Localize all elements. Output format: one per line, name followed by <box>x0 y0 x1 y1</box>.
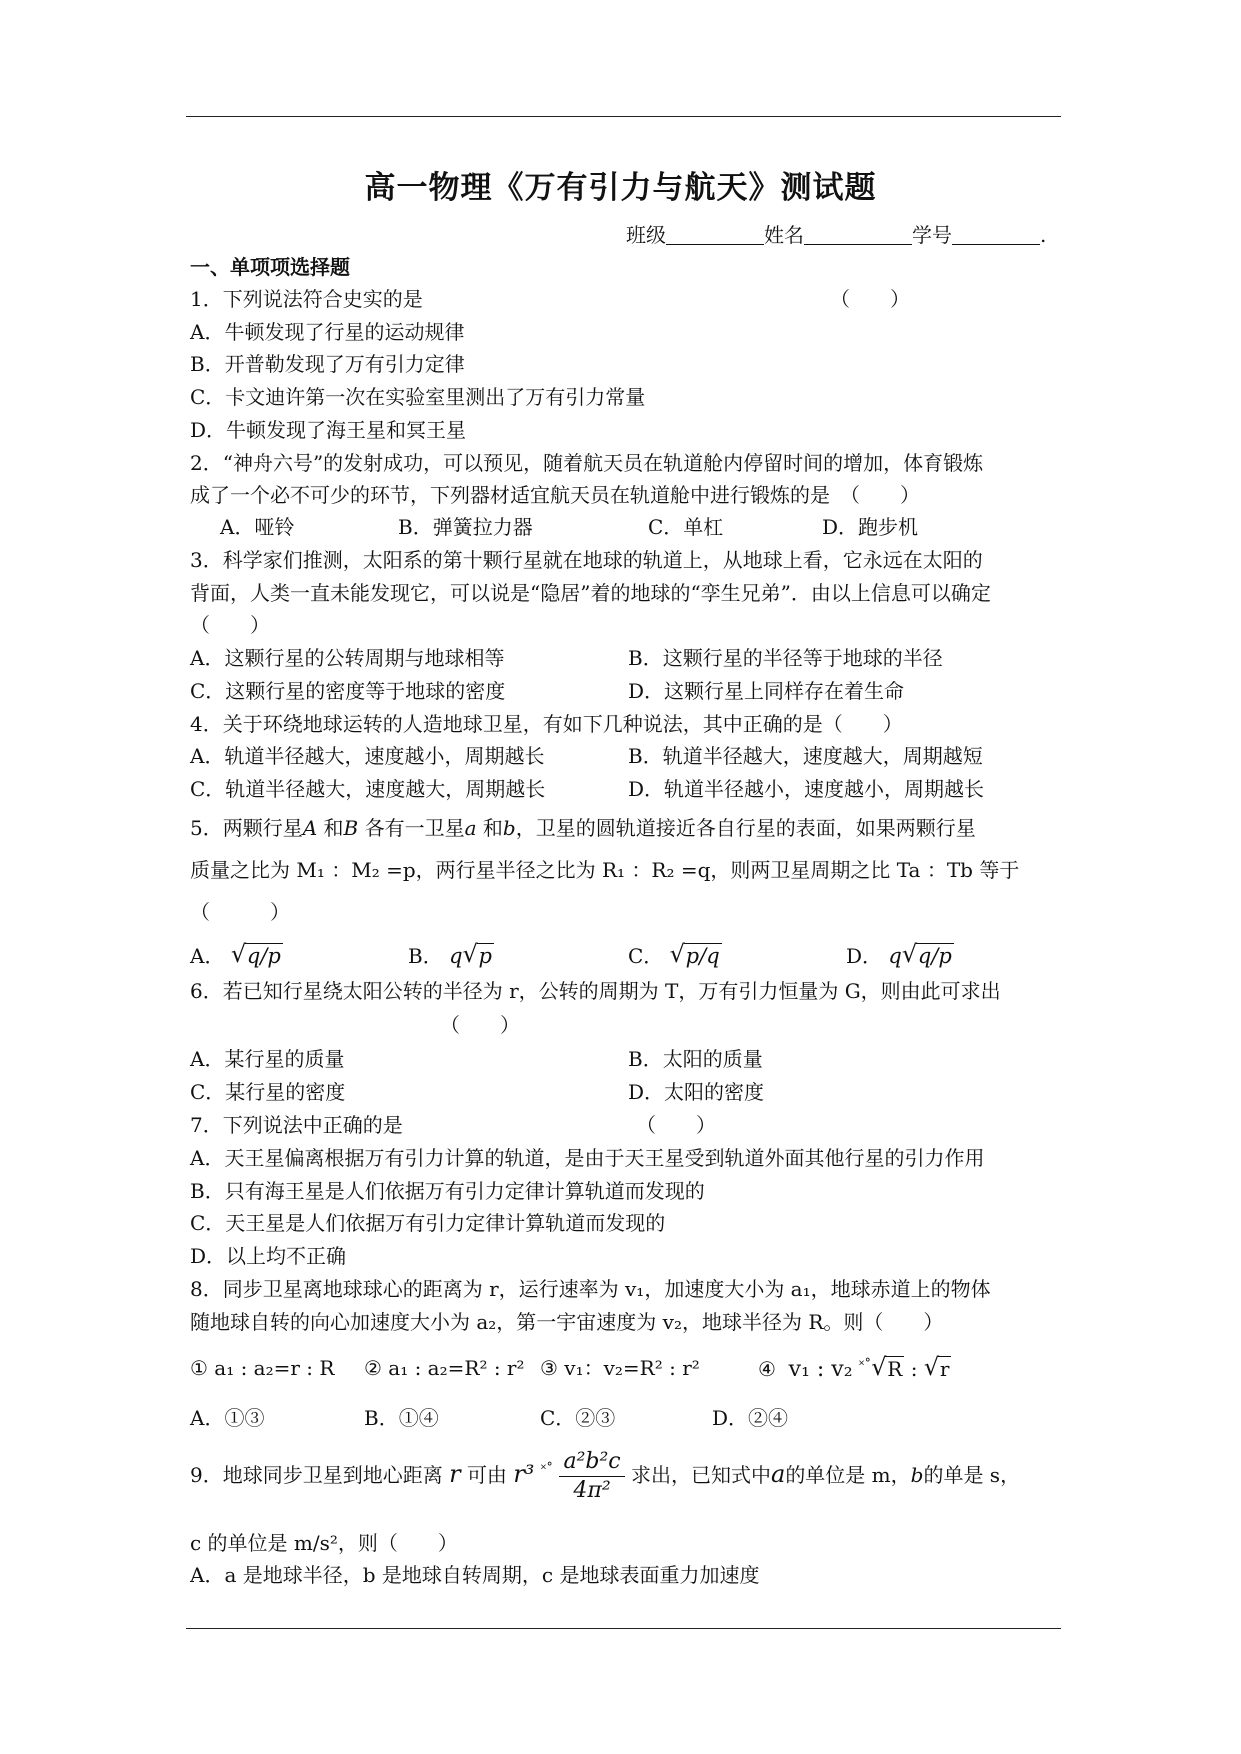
q8-statement-3: ③ v₁：v₂=R² : r² <box>540 1356 700 1380</box>
sqrt-R: √ R <box>871 1356 904 1382</box>
q6-option-a: A．某行星的质量 <box>190 1047 345 1071</box>
q4-option-b: B．轨道半径越大，速度越大，周期越短 <box>628 744 983 768</box>
class-label: 班级 <box>626 223 666 247</box>
top-rule <box>186 116 1061 117</box>
q3-option-d: D．这颗行星上同样存在着生命 <box>628 679 905 703</box>
q5-line2: 质量之比为 M₁ ：M₂ =p，两行星半径之比为 R₁ ：R₂ =q，则两卫星周期之比 Ta ：Tb 等于 <box>190 858 1020 882</box>
id-blank[interactable] <box>952 224 1040 245</box>
q9-option-a: A．a 是地球半径，b 是地球自转周期，c 是地球表面重力加速度 <box>190 1563 760 1587</box>
q8-option-a: A．①③ <box>190 1406 265 1430</box>
q6-paren: （ ） <box>440 1013 520 1037</box>
student-info: 班级 姓名 学号 . <box>626 223 1047 247</box>
q8-line2: 随地球自转的向心加速度大小为 a₂，第一宇宙速度为 v₂，地球半径为 R。则（ ） <box>190 1310 944 1334</box>
q3-line1: 3．科学家们推测，太阳系的第十颗行星就在地球的轨道上，从地球上看，它永远在太阳的 <box>190 548 983 572</box>
q2-option-c: C．单杠 <box>648 515 724 539</box>
q9-line1: 9．地球同步卫星到地心距离 r 可由 r³ ˟˚ $\frac{\text{a²b²c}}{\text{4π²}}$ 求出，已知式中a的单位是 m，b的单是 s， <box>190 1449 1021 1503</box>
q2-option-b: B．弹簧拉力器 <box>398 515 533 539</box>
page-title: 高一物理《万有引力与航天》测试题 <box>364 170 877 206</box>
q4-option-d: D．轨道半径越小，速度越小，周期越长 <box>628 777 985 801</box>
sqrt-r: √ r <box>924 1356 952 1382</box>
section-heading: 一、单项项选择题 <box>190 255 350 279</box>
q2-line2: 成了一个必不可少的环节，下列器材适宜航天员在轨道舱中进行锻炼的是 （ ） <box>190 483 920 507</box>
q4-option-a: A．轨道半径越大，速度越小，周期越长 <box>190 744 545 768</box>
class-blank[interactable] <box>666 224 764 245</box>
q3-option-c: C．这颗行星的密度等于地球的密度 <box>190 679 506 703</box>
q8-statement-1: ① a₁ : a₂=r : R <box>190 1356 335 1380</box>
q5-option-a: A． √ q/p <box>190 943 283 969</box>
q7-option-b: B．只有海王星是人们依据万有引力定律计算轨道而发现的 <box>190 1179 705 1203</box>
q3-option-b: B．这颗行星的半径等于地球的半径 <box>628 646 943 670</box>
q2-line1: 2．“神舟六号”的发射成功，可以预见，随着航天员在轨道舱内停留时间的增加，体育锻炼 <box>190 451 984 475</box>
sqrt-q-over-p-2: √ q/p <box>902 943 954 969</box>
q7-stem: 7．下列说法中正确的是 <box>190 1113 403 1137</box>
q4-option-c: C．轨道半径越大，速度越大，周期越长 <box>190 777 546 801</box>
q5-line1: 5．两颗行星A 和B 各有一卫星a 和b，卫星的圆轨道接近各自行星的表面，如果两颗行星 <box>190 816 976 840</box>
q1-paren: （ ） <box>830 287 910 311</box>
q7-option-c: C．天王星是人们依据万有引力定律计算轨道而发现的 <box>190 1211 666 1235</box>
q5-option-c: C． √ p/q <box>628 943 722 969</box>
q6-option-b: B．太阳的质量 <box>628 1047 763 1071</box>
q8-option-b: B．①④ <box>364 1406 439 1430</box>
q8-statement-2: ② a₁ : a₂=R² : r² <box>364 1356 525 1380</box>
q8-statement-4: ④ v₁ : v₂ ˟˚√ R : √ r <box>758 1353 951 1383</box>
q8-option-c: C．②③ <box>540 1406 616 1430</box>
q1-stem: 1．下列说法符合史实的是 <box>190 287 423 311</box>
q1-option-d: D．牛顿发现了海王星和冥王星 <box>190 418 467 442</box>
q9-line2: c 的单位是 m/s²，则（ ） <box>190 1531 458 1555</box>
q5-line3: （ ） <box>190 900 290 924</box>
bottom-rule <box>186 1628 1061 1629</box>
name-label: 姓名 <box>764 223 804 247</box>
q4-stem: 4．关于环绕地球运转的人造地球卫星，有如下几种说法，其中正确的是（ ） <box>190 712 903 736</box>
id-label: 学号 <box>912 223 952 247</box>
q6-stem: 6．若已知行星绕太阳公转的半径为 r，公转的周期为 T，万有引力恒量为 G，则由此可求出 <box>190 979 1001 1003</box>
sqrt-p: √ p <box>463 943 494 969</box>
q8-option-d: D．②④ <box>712 1406 789 1430</box>
q7-paren: （ ） <box>636 1113 716 1137</box>
formula-fraction: $\frac{\text{a²b²c}}{\text{4π²}}$ <box>559 1448 624 1505</box>
q8-line1: 8．同步卫星离地球球心的距离为 r，运行速率为 v₁，加速度大小为 a₁，地球赤道上的物体 <box>190 1277 991 1301</box>
q1-option-c: C．卡文迪许第一次在实验室里测出了万有引力常量 <box>190 385 646 409</box>
q3-option-a: A．这颗行星的公转周期与地球相等 <box>190 646 505 670</box>
q7-option-d: D．以上均不正确 <box>190 1244 347 1268</box>
q6-option-d: D．太阳的密度 <box>628 1080 765 1104</box>
q1-option-a: A．牛顿发现了行星的运动规律 <box>190 320 465 344</box>
q5-option-b: B． q√ p <box>408 943 494 969</box>
q6-option-c: C．某行星的密度 <box>190 1080 346 1104</box>
name-blank[interactable] <box>804 224 912 245</box>
sqrt-p-over-q: √ p/q <box>670 943 722 969</box>
q5-option-d: D． q√ q/p <box>846 943 954 969</box>
q2-option-a: A．哑铃 <box>220 515 295 539</box>
q2-option-d: D．跑步机 <box>822 515 919 539</box>
q3-line2: 背面，人类一直未能发现它，可以说是“隐居”着的地球的“孪生兄弟”．由以上信息可以确定 <box>190 581 991 605</box>
sqrt-q-over-p: √ q/p <box>231 943 283 969</box>
q7-option-a: A．天王星偏离根据万有引力计算的轨道，是由于天王星受到轨道外面其他行星的引力作用 <box>190 1146 985 1170</box>
q1-option-b: B．开普勒发现了万有引力定律 <box>190 352 465 376</box>
q3-line3: （ ） <box>190 613 270 637</box>
